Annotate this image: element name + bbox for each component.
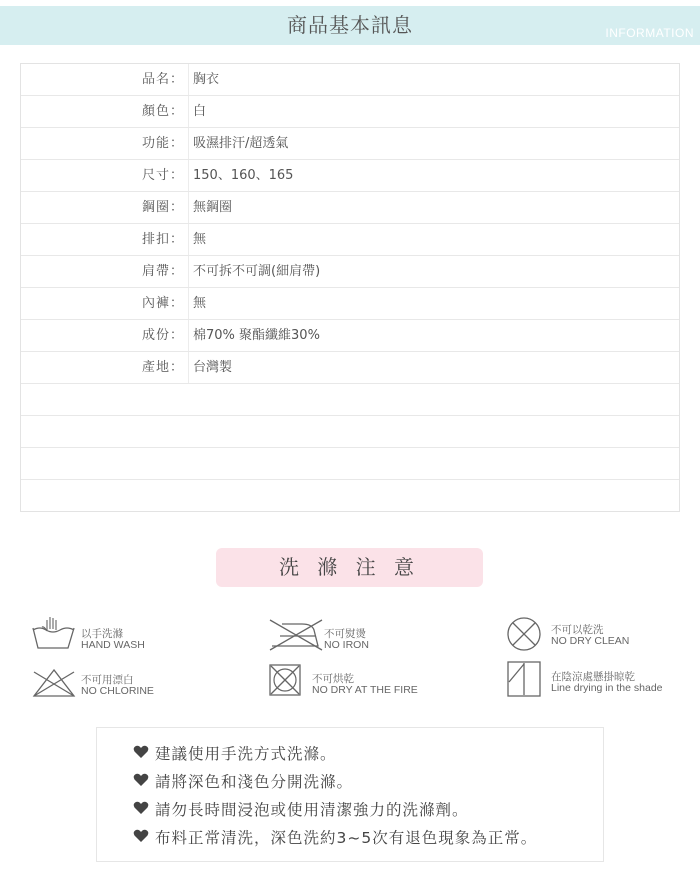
spec-value: 吸濕排汗/超透氣: [193, 136, 289, 151]
spec-label: 鋼圈：: [21, 192, 189, 223]
spec-row: [21, 96, 679, 128]
heart-icon: [133, 801, 149, 815]
tip-text: 請將深色和淺色分開洗滌。: [155, 773, 354, 791]
spec-label: 排扣：: [21, 224, 189, 255]
care-en: NO CHLORINE: [81, 685, 154, 697]
care-zh: 不可以乾洗: [551, 624, 604, 636]
spec-label: 功能：: [21, 128, 189, 159]
spec-value: 150、160、165: [193, 168, 294, 183]
heart-icon: [133, 773, 149, 787]
spec-row-empty: [21, 480, 679, 512]
spec-row: [21, 320, 679, 352]
care-zh: 在陰涼處懸掛晾乾: [551, 671, 635, 683]
spec-label: 肩帶：: [21, 256, 189, 287]
spec-row-empty: [21, 384, 679, 416]
spec-value: 無: [193, 296, 207, 311]
tip-text: 建議使用手洗方式洗滌。: [155, 745, 337, 763]
spec-value: 棉70% 聚酯纖維30%: [193, 328, 320, 343]
spec-row: [21, 352, 679, 384]
spec-label: 成份：: [21, 320, 189, 351]
care-title: 洗 滌 注 意: [216, 548, 483, 587]
no-dry-clean-icon: [506, 616, 544, 654]
tip-text: 請勿長時間浸泡或使用清潔強力的洗滌劑。: [155, 801, 469, 819]
heart-icon: [133, 745, 149, 759]
spec-label: 顏色：: [21, 96, 189, 127]
care-en: NO IRON: [324, 639, 369, 651]
header-title: 商品基本訊息: [287, 13, 413, 37]
tip-text: 布料正常清洗，深色洗約3~5次有退色現象為正常。: [155, 829, 538, 847]
spec-row-empty: [21, 416, 679, 448]
header-subtitle: INFORMATION: [605, 26, 694, 40]
spec-row: [21, 128, 679, 160]
no-tumble-dry-icon: [268, 663, 304, 699]
spec-row: [21, 160, 679, 192]
no-iron-icon: [268, 618, 324, 654]
care-zh: 不可熨燙: [324, 628, 366, 640]
spec-row-empty: [21, 448, 679, 480]
spec-label: 產地：: [21, 352, 189, 383]
care-en: NO DRY CLEAN: [551, 635, 630, 647]
spec-row: [21, 256, 679, 288]
spec-table: [20, 63, 680, 512]
spec-label: 內褲：: [21, 288, 189, 319]
spec-row: [21, 192, 679, 224]
spec-row: [21, 224, 679, 256]
spec-value: 不可拆不可調(細肩帶): [193, 264, 321, 279]
heart-icon: [133, 829, 149, 843]
spec-value: 無鋼圈: [193, 200, 233, 215]
spec-label: 品名：: [21, 64, 189, 95]
care-en: Line drying in the shade: [551, 682, 663, 694]
no-chlorine-icon: [30, 666, 78, 700]
line-dry-shade-icon: [506, 660, 544, 698]
spec-value: 無: [193, 232, 207, 247]
care-zh: 不可烘乾: [312, 673, 354, 685]
care-zh: 以手洗滌: [81, 628, 123, 640]
spec-value: 胸衣: [193, 72, 220, 87]
care-en: NO DRY AT THE FIRE: [312, 684, 418, 696]
care-en: HAND WASH: [81, 639, 145, 651]
spec-value: 白: [193, 104, 207, 119]
spec-row: [21, 64, 679, 96]
spec-label: 尺寸：: [21, 160, 189, 191]
spec-value: 台灣製: [193, 360, 233, 375]
care-zh: 不可用漂白: [81, 674, 134, 686]
spec-row: [21, 288, 679, 320]
tips-box: [96, 727, 604, 862]
hand-wash-icon: [30, 614, 78, 654]
